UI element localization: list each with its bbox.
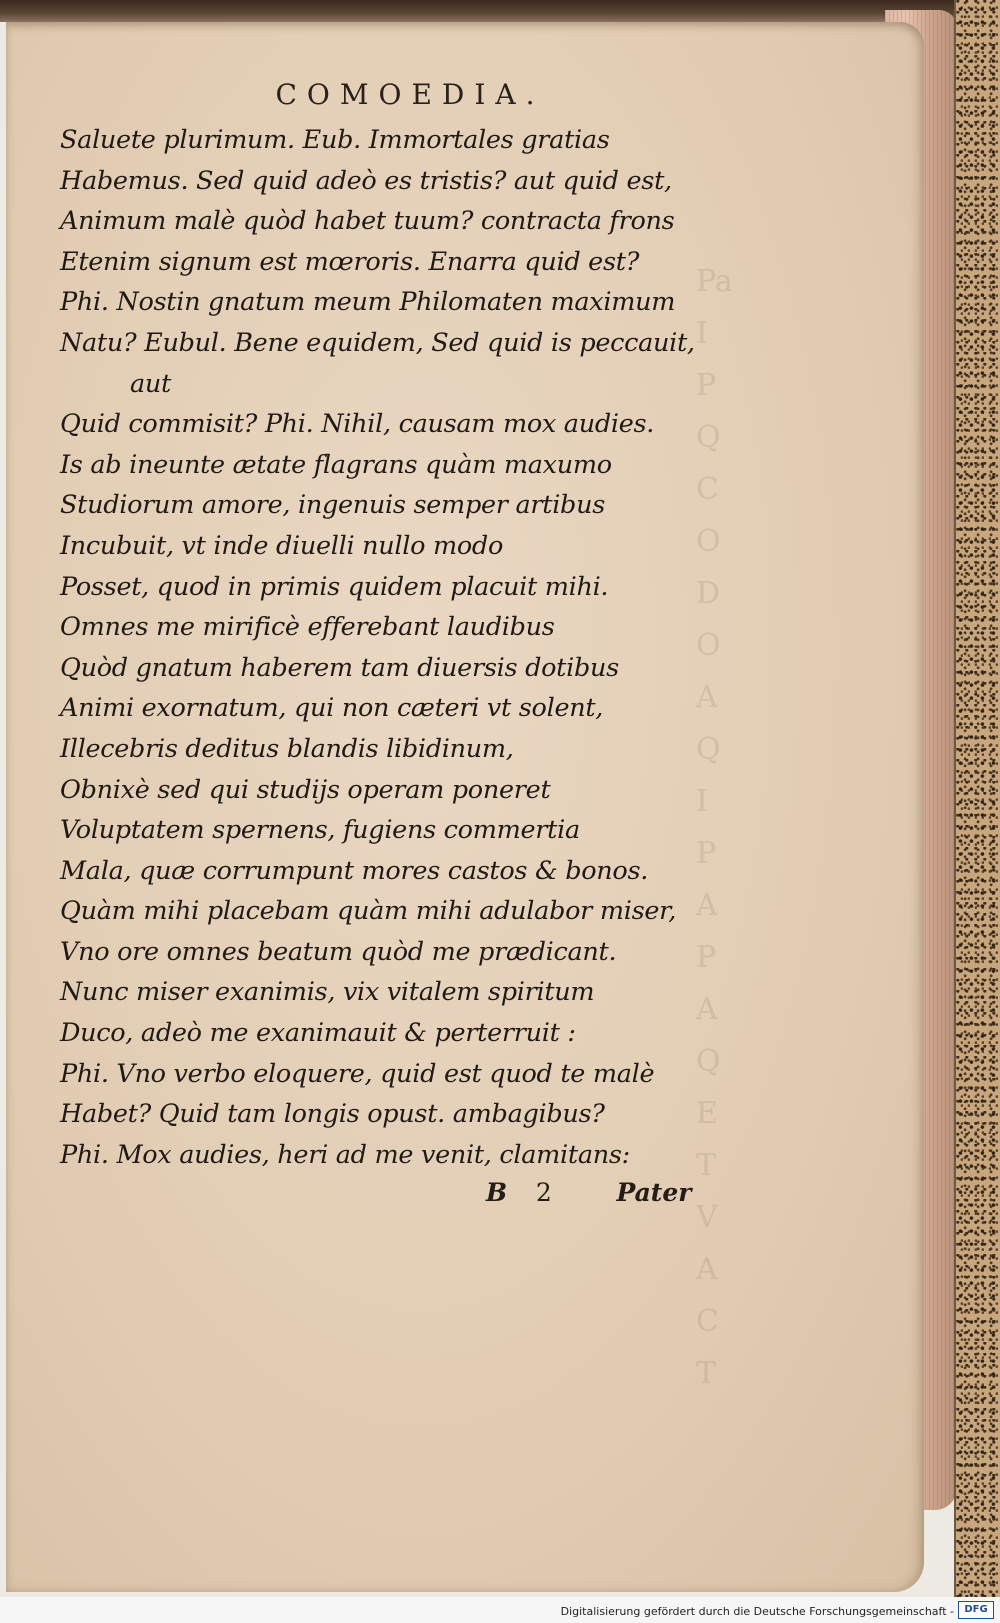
text-line: Nunc miser exanimis, vix vitalem spiritum [60, 977, 595, 1008]
text-line: Mala, quæ corrumpunt mores castos & bonos. [60, 855, 649, 886]
text-line: Etenim signum est mœroris. Enarra quid est? [60, 246, 640, 277]
text-line: aut [130, 368, 171, 399]
text-line: Obnixè sed qui studijs operam poneret [60, 774, 551, 805]
verse-text [60, 120, 740, 1175]
text-line: Vno ore omnes beatum quòd me prædicant. [60, 936, 617, 967]
text-line: Duco, adeò me exanimauit & perterruit : [60, 1018, 576, 1049]
text-line: Quid commisit? Phi. Nihil, causam mox audies. [60, 409, 655, 440]
text-line: Quòd gnatum haberem tam diuersis dotibus [60, 652, 619, 683]
text-line: Omnes me mirificè efferebant laudibus [60, 612, 555, 643]
text-line: Is ab ineunte ætate flagrans quàm maxumo [60, 449, 612, 480]
text-line: Habet? Quid tam longis opust. ambagibus? [60, 1099, 605, 1130]
text-line: Illecebris deditus blandis libidinum, [60, 733, 514, 764]
dfg-logo: DFG [958, 1601, 994, 1619]
text-line: Animi exornatum, qui non cæteri vt solent, [60, 693, 604, 724]
text-line: Voluptatem spernens, fugiens commertia [60, 815, 580, 846]
text-line: Animum malè quòd habet tuum? contracta frons [60, 206, 675, 237]
signature-number: 2 [535, 1178, 552, 1207]
text-line: Phi. Mox audies, heri ad me venit, clamitans: [60, 1139, 630, 1170]
digitization-credit: Digitalisierung gefördert durch die Deutsche Forschungsgemeinschaft - [560, 1605, 954, 1618]
text-line: Incubuit, vt inde diuelli nullo modo [60, 530, 504, 561]
page-footer [486, 1178, 691, 1207]
catchword: Pater [616, 1178, 692, 1207]
book-cover-edge [954, 0, 1000, 1600]
text-line: Studiorum amore, ingenuis semper artibus [60, 490, 605, 521]
text-line: Posset, quod in primis quidem placuit mihi. [60, 571, 609, 602]
running-title-text: COMOEDIA. [275, 78, 545, 111]
top-shadow-edge [0, 0, 1000, 22]
text-line: Saluete plurimum. Eub. Immortales gratias [60, 125, 610, 155]
text-line: Phi. Nostin gnatum meum Philomaten maximum [60, 287, 676, 318]
text-line: Natu? Eubul. Bene equidem, Sed quid is peccauit, [60, 327, 695, 358]
text-line: Phi. Vno verbo eloquere, quid est quod te malè [60, 1058, 655, 1089]
show-through-texture: Pa I P Q C O D O A Q I P A P A Q E T V A C T [696, 264, 733, 1391]
running-title [0, 78, 800, 111]
text-line: Quàm mihi placebam quàm mihi adulabor miser, [60, 896, 677, 927]
signature-mark: B [486, 1178, 508, 1207]
text-line: Habemus. Sed quid adeò es tristis? aut quid est, [60, 165, 672, 196]
